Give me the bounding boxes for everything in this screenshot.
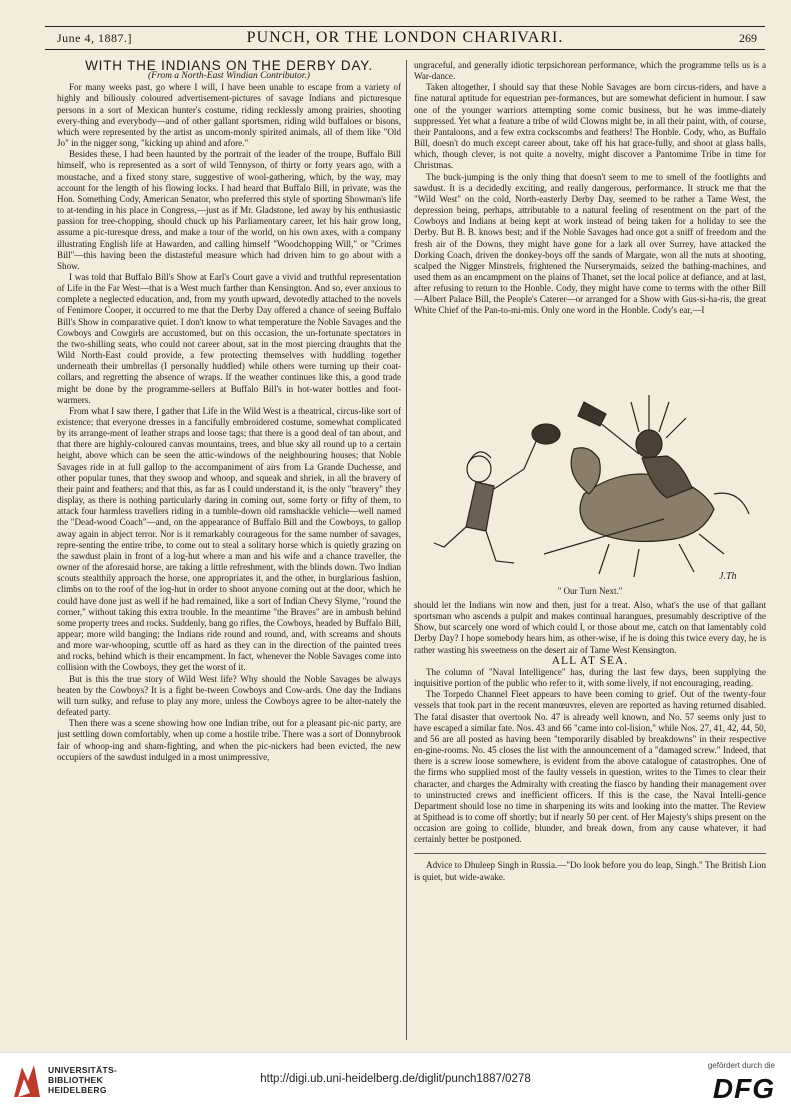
article-paragraph: Taken altogether, I should say that these Noble Savages are born circus-riders, and have a fine natural aptitude for equestrian per-formances, but are somewhat deficient in humour. I saw one of the younger warriors attempting some comic business, but he was imme-diately suppressed. Yet what a feature a tribe of wild Clowns might be, in all their paint, with, of course, their Pantaloons, and a few extra cockscombs and feathers! The Honble. Cody, who, as Buffalo Bill, doesn't do much except career about, take off his hat grace-fully, and shoot at glass balls, which, though clever, is not quite a novelty, might discover a Pantomime Tribe in time for Christmas. — [414, 82, 766, 171]
right-column-bottom — [414, 600, 766, 1040]
article-paragraph: should let the Indians win now and then, just for a treat. Also, what's the use of that gallant sportsman who ascends a pulpit and makes continual harangues, presumably descriptive of the Show, but scarcely one word of which could I, or those about me, catch on that lamentably cold Derby Day? I hope somebody hears him, as other-wise, if he is doing this twice every day, he is rather wasting his sweetness on the desert air of Tame West Kensington. — [414, 600, 766, 655]
article-paragraph: The buck-jumping is the only thing that doesn't seem to me to smell of the footlights and sawdust. It is a decidedly exciting, and really dangerous, performance. It struck me that the "Wild West" on the cold, North-easterly Derby Day, seemed to be rather a Tame West, the depression being, perhaps, attributable to a natural feeling of resentment on the part of the Cowboys and Indians at being kept at work instead of being taken for a holiday to see the Derby. But B. B. knows best; and if the Noble Savages had once got a sniff of freedom and the fresh air of the Downs, they might have gone for a lark all over Surrey, have attacked the Dorking Coach, driven the donkey-boys off the sands of Margate, won all the nuts at shooting, scalped the Nigger Minstrels, frightened the Nurserymaids, seized the bathing-machines, and used them as an encampment on the plains of Thanet, set the local police at defiance, and at last, after refusing to return to the Honble. Cody, they might have come to terms with the other Bill—Albert Palace Bill, the People's Caterer—or arranged for a Show with Gus-si-ha-ris, the great White Chief of the Pan-to-mi-mis. Only one word in the Honble. Cody's ear,—I — [414, 171, 766, 316]
horse-body — [580, 474, 714, 541]
issue-date: June 4, 1887.] — [57, 31, 132, 45]
page-header — [45, 26, 765, 50]
cartoon-illustration — [414, 384, 766, 596]
hat — [532, 424, 560, 444]
article-paragraph: From what I saw there, I gather that Life in the Wild West is a theatrical, circus-like sort of existence; that everyone dresses in a fancifully embroidered costume, somewhat complicated by its arrange-ment of leather straps and loose tags; that there is a good deal of tan about, and that there are highly-coloured canvas mountains, trees, and blue sky all round up to a certain height, above which can be seen the attic-windows of the neighbouring houses; that Noble Savages ride in at full gallop to the accompaniment of airs from La Grande Duchesse, and other popular tunes, that they swoop and whoop, and squeak and shriek, in all the bravery of their paint and feathers; and that this, as far as I could understand it, is the only "bravery" they display, as there is nothing particularly daring in coming out, some forty or fifty of them, to attack four harmless travellers riding in a tumble-down old ramshackle vehicle—well named the "Dead-wood Coach"—and, on the appearance of Buffalo Bill and the Cowboys, to gallop away again in abject terror. Nor is it remarkably courageous for the same number of savages, repre-senting the entire tribe, to come out to steal a solitary horse which is quietly grazing on the sawdust plain in front of a log-hut where a man and his wife and a chance traveller, the owner of the aforesaid horse, are taking a little refreshment, with the blinds down. Two Indian scouts stealthily approach the horse, one appropriates it, and the other, in burglarious fashion, climbs on to the roof of the log-hut in order to shoot anyone coming out at the door, which he could have done just as well if he had remained, like a sort of Indian Chevy Slyme, "round the corner," without taking this extra trouble. In the meantime "the Braves" are in ambush behind some property trees and rocks. Suddenly, bang go rifles, the Cowboys, headed by Buffalo Bill, appear; more wild banging; the Indians ride round and round, and, with screams and shouts and more war-whooping, scuttle off as hard as they can in the direction of the painted trees and rocks, behind which is their encampment. In fact, whenever the Noble Savages come into collision with the Cowboys, they get the worst of it. — [57, 405, 401, 673]
article-title: WITH THE INDIANS ON THE DERBY DAY. — [85, 60, 373, 73]
dfg-logo: DFG — [712, 1073, 775, 1104]
column-divider — [406, 60, 407, 1040]
permalink[interactable]: http://digi.ub.uni-heidelberg.de/diglit/punch1887/0278 — [260, 1073, 531, 1085]
man-leg-right — [486, 531, 514, 563]
viewer-footer — [0, 1052, 791, 1111]
funded-by-label: gefördert durch die — [707, 1061, 775, 1070]
page-number: 269 — [739, 31, 757, 45]
article-paragraph: The column of "Naval Intelligence" has, during the last few days, been supplying the inquisitive portion of the public who refer to it, with some lively, if not encouraging, reading. — [414, 666, 766, 689]
man-leg-left — [434, 527, 466, 547]
horse-tail — [714, 493, 749, 514]
rider-head — [636, 430, 662, 458]
article-paragraph: ungraceful, and generally idiotic terpsichorean performance, which the programme tells us is a War-dance. — [414, 60, 766, 82]
right-column-top — [414, 60, 766, 380]
article-paragraph: Then there was a scene showing how one Indian tribe, out for a pleasant pic-nic party, are just settling down comfortably, when up come a hostile tribe. There was a sort of Donnybrook fair of whoop-ing and sham-fighting, and when the pic-nickers had been evicted, the new occupiers of the sawdust indulged in a most unimpressive, — [57, 718, 401, 762]
article-paragraph: For many weeks past, go where I will, I have been unable to escape from a variety of highly and biliously coloured advertisement-pictures of savage Indians and picturesque persons in a sort of Mexican hunter's costume, riding recklessly among prairies, shooting every-thing and everybody—and of other gallant sportsmen, riding wild buffaloes or bisons, which were represented by the artist as uncom-monly spirited animals, all of them like "Old Jo" in the nigger song, "kicking up ahind and afore." — [57, 82, 401, 149]
library-name: UNIVERSITÄTS- BIBLIOTHEK HEIDELBERG — [48, 1065, 118, 1095]
illustration-caption: " Our Turn Next." — [557, 586, 623, 596]
masthead-title: PUNCH, OR THE LONDON CHARIVARI. — [246, 29, 564, 46]
man-arm — [494, 437, 538, 489]
left-column — [57, 60, 401, 1035]
short-item: Advice to Dhuleep Singh in Russia.—"Do look before you do leap, Singh." The British Lion is quiet, but wide-awake. — [414, 853, 766, 882]
article-paragraph: Besides these, I had been haunted by the portrait of the leader of the troupe, Buffalo Bill himself, who is represented as a sort of wild Tennyson, of thirty or forty years ago, with a moustache, and a fixed stony stare, suggestive of wool-gathering, which, by the way, may account for the length of his flowing locks. I had heard that Buffalo Bill, in private, was the Hon. Something Cody, American Senator, who preferred this style of sporting Showman's life to at-tending in his place in Congress,—just as if Mr. Gladstone, led away by his enthusiastic passion for tree-chopping, should chuck up his Parliamentary career, let his hair grow long, assume a pic-turesque dress, and make a tour of the world, on his own axes, with a company illustrating English life at Hawarden, and calling himself "Woodchopping Will," or "Crimes Bill"—this having been the distasteful measure which had driven him to go about with a Show. — [57, 149, 401, 271]
section-title: ALL AT SEA. — [551, 654, 629, 667]
man-body — [466, 482, 494, 531]
article-byline: (From a North-East Windian Contributor.) — [148, 71, 310, 82]
artist-signature: J.Th — [719, 571, 737, 582]
article-paragraph: The Torpedo Channel Fleet appears to have been coming to grief. Out of the twenty-four vessels that took part in the recent manœuvres, eleven are reported as having returned disabled. The fatal disaster that overtook No. 47 is already well known, and No. 57 seems only just to have escaped a similar fate. Nos. 43 and 66 "came into col-lision," while Nos. 27, 41, 42, 44, 50, and 56 are all posted as having been "temporarily disabled by breakdowns" in their respective en-gine-rooms. No. 45 closes the list with the announcement of a "damaged screw." Indeed, that there is a screw loose somewhere, is evident from the above catalogue of catastrophes. One of the firms who supplied most of the faulty vessels in question, writes to the Times to clear their character, and charges the Admiralty with creating the fiasco by handing their management over to uninstructed crews and inefficient officers. If this is the case, the Naval Intelli-gence Department should lose no time in sharpening its wits and looking into the matter. The Review at Spithead is to come off shortly; but if nearly 50 per cent. of Her Majesty's ships present on the occasion are going to collide, blunder, and break down, from any cause whatever, it had certainly better be postponed. — [414, 689, 766, 845]
cartoon-drawing — [414, 384, 766, 584]
article-paragraph: I was told that Buffalo Bill's Show at Earl's Court gave a vivid and truthful representation of Life in the Far West—that is a West much farther than Kensington. And so, ever anxious to complete a neglected education, and, from my youth upward, devotedly attached to the novels of Fenimore Cooper, it occurred to me that the Derby Day offered a chance of seeing Buffalo Bill's Show in comparative quiet. I don't know to what temperature the Noble Savages and the Cowboys and Cowgirls are accustomed, but on this occasion, the un-fortunate spectators in the two-shilling seats, who could not career about, sat in the most piercing draughts that the Wild North-East could provide, a few protecting themselves with huddling together underneath their umbrellas (I personally huddled) while others were turning up their coat-collars, and regretting the absence of wraps. If the weather continues like this, a good trade might be done by the programme-sellers at Buffalo Bill's in hot-water bottles and foot-warmers. — [57, 271, 401, 405]
article-paragraph: But is this the true story of Wild West life? Why should the Noble Savages be always beaten by the Cowboys? It is a fight be-tween Cowboys and Cow-ards. One day the Indians will turn sulky, and refuse to play any more, unless the Cowboys agree to be alter-nately the defeated party. — [57, 673, 401, 718]
feather-headdress — [631, 395, 686, 438]
tomahawk — [578, 402, 606, 426]
